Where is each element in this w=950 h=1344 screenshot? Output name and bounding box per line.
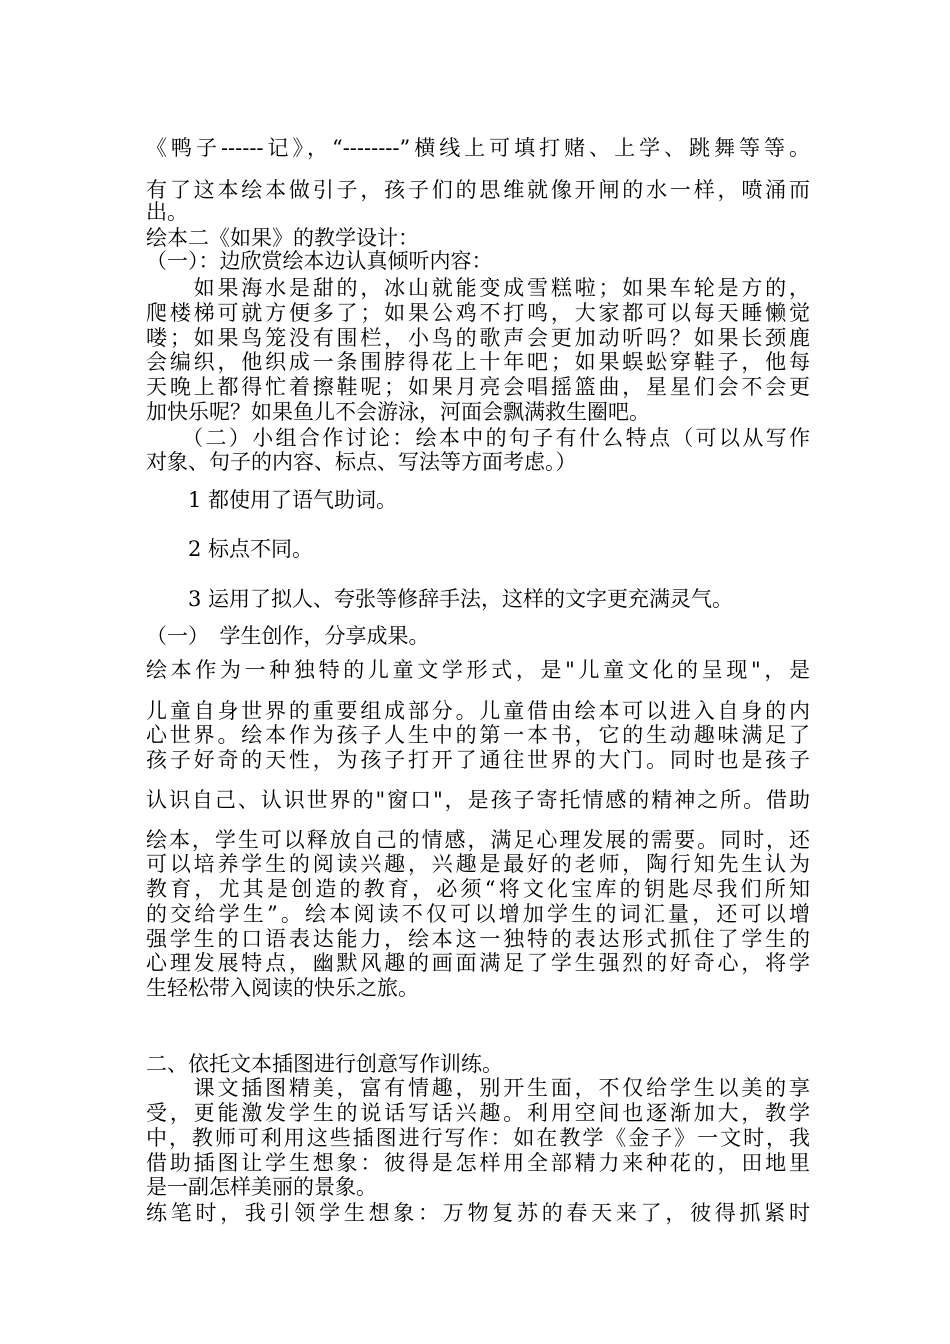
text-line-17: （一） 学生创作，分享成果。 — [146, 624, 430, 648]
text-line-20: 心世界。绘本作为孩子人生中的第一本书，它的生动趣味满足了 — [146, 723, 810, 747]
text-line-33: 中，教师可利用这些插图进行写作：如在教学《金子》一文时，我 — [146, 1126, 810, 1150]
text-line-31: 课文插图精美，富有情趣，别开生面，不仅给学生以美的享 — [146, 1076, 810, 1100]
section-heading: 二、依托文本插图进行创意写作训练。 — [146, 1052, 503, 1076]
text-line-22: 认识自己、认识世界的"窗口"，是孩子寄托情感的精神之所。借助 — [146, 788, 810, 812]
text-line-24: 可以培养学生的阅读兴趣，兴趣是最好的老师，陶行知先生认为 — [146, 852, 810, 876]
text-line-35: 是一副怎样美丽的景象。 — [146, 1175, 377, 1199]
text-line-5: （一）：边欣赏绘本边认真倾听内容： — [146, 249, 493, 273]
text-line-13: 对象、句子的内容、标点、写法等方面考虑。） — [146, 450, 577, 474]
text-line-32: 受，更能激发学生的说话写话兴趣。利用空间也逐渐加大，教学 — [146, 1101, 810, 1125]
text-line-14: 1 都使用了语气助词。 — [146, 488, 398, 512]
text-line-16: 3 运用了拟人、夸张等修辞手法，这样的文字更充满灵气。 — [146, 587, 734, 611]
text-line-11: 加快乐呢？如果鱼儿不会游泳，河面会飘满救生圈吧。 — [146, 400, 650, 424]
text-line-6: 如果海水是甜的，冰山就能变成雪糕啦；如果车轮是方的， — [146, 276, 810, 300]
text-line-34: 借助插图让学生想象：彼得是怎样用全部精力来种花的，田地里 — [146, 1151, 810, 1175]
text-line-8: 喽；如果鸟笼没有围栏，小鸟的歌声会更加动听吗？如果长颈鹿 — [146, 326, 810, 350]
text-line-36: 练笔时，我引领学生想象：万物复苏的春天来了，彼得抓紧时 — [146, 1201, 810, 1225]
text-line-3: 出。 — [146, 200, 188, 224]
text-line-9: 会编织，他织成一条围脖得花上十年吧；如果蜈蚣穿鞋子，他每 — [146, 350, 810, 374]
text-line-2: 有了这本绘本做引子，孩子们的思维就像开闸的水一样，喷涌而 — [146, 178, 810, 202]
text-line-26: 的交给学生”。绘本阅读不仅可以增加学生的词汇量，还可以增 — [146, 902, 810, 926]
text-line-27: 强学生的口语表达能力，绘本这一独特的表达形式抓住了学生的 — [146, 927, 810, 951]
text-line-18: 绘本作为一种独特的儿童文学形式，是"儿童文化的呈现"，是 — [146, 658, 810, 682]
text-line-21: 孩子好奇的天性，为孩子打开了通往世界的大门。同时也是孩子 — [146, 748, 810, 772]
text-line-19: 儿童自身世界的重要组成部分。儿童借由绘本可以进入自身的内 — [146, 699, 810, 723]
text-line-1: 《鸭子------记》，“--------”横线上可填打赌、上学、跳舞等等。 — [146, 136, 810, 160]
text-line-28: 心理发展特点，幽默风趣的画面满足了学生强烈的好奇心，将学 — [146, 951, 810, 975]
text-line-4: 绘本二《如果》的教学设计： — [146, 226, 419, 250]
text-line-15: 2 标点不同。 — [146, 537, 314, 561]
text-line-7: 爬楼梯可就方便多了；如果公鸡不打鸣，大家都可以每天睡懒觉 — [146, 301, 810, 325]
text-line-25: 教育，尤其是创造的教育，必须“将文化宝库的钥匙尽我们所知 — [146, 877, 810, 901]
text-line-29: 生轻松带入阅读的快乐之旅。 — [146, 976, 419, 1000]
text-line-23: 绘本，学生可以释放自己的情感，满足心理发展的需要。同时，还 — [146, 828, 810, 852]
text-line-12: （二）小组合作讨论：绘本中的句子有什么特点（可以从写作 — [146, 426, 810, 450]
text-line-10: 天晚上都得忙着擦鞋呢；如果月亮会唱摇篮曲，星星们会不会更 — [146, 375, 810, 399]
